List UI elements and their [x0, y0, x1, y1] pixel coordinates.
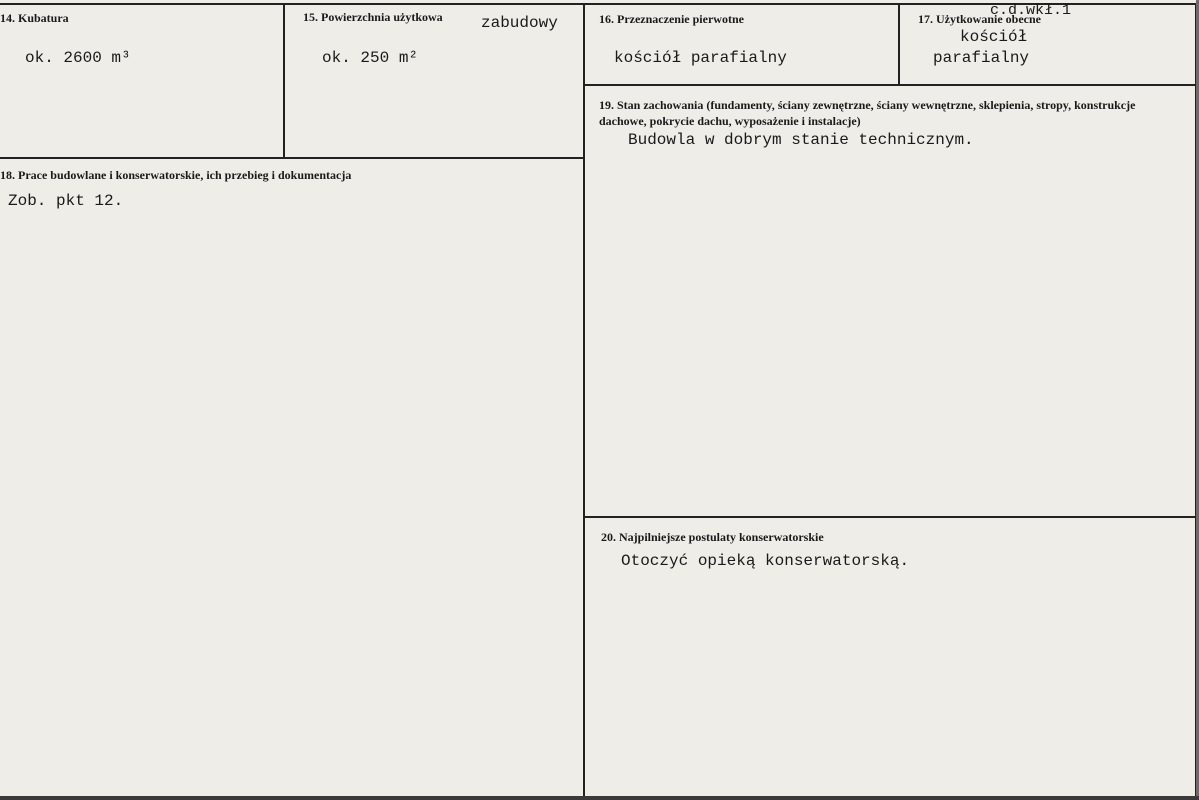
field-14-label: 14. Kubatura — [0, 11, 69, 25]
field-19-value: Budowla w dobrym stanie technicznym. — [628, 131, 974, 149]
field-18-label: 18. Prace budowlane i konserwatorskie, ich przebieg i dokumentacja — [0, 168, 352, 182]
field-16-label: 16. Przeznaczenie pierwotne — [599, 12, 744, 26]
divider-16-17 — [898, 3, 900, 85]
divider-row-16-19 — [583, 84, 1196, 86]
field-20-value: Otoczyć opieką konserwatorską. — [621, 552, 910, 570]
divider-15-16 — [583, 3, 585, 797]
field-17-label: 17. Użytkowanie obecne — [918, 12, 1041, 26]
field-17-value-line2: parafialny — [933, 49, 1030, 67]
show-through-text — [620, 310, 1180, 490]
field-15-note: zabudowy — [481, 14, 558, 32]
field-14-value: ok. 2600 m³ — [25, 49, 131, 67]
field-20-label: 20. Najpilniejsze postulaty konserwatorskie — [601, 530, 824, 544]
scan-bottom-edge — [0, 796, 1199, 800]
field-18-value: Zob. pkt 12. — [8, 192, 124, 210]
field-15-value: ok. 250 m² — [322, 49, 419, 67]
field-19-label: 19. Stan zachowania (fundamenty, ściany zewnętrzne, ściany wewnętrzne, sklepienia, stropy, konstrukcje dachowe, pokrycie dachu, wyposażenie i instalacje) — [599, 98, 1136, 128]
field-16-value: kościół parafialny — [614, 49, 787, 67]
field-15-label: 15. Powierzchnia użytkowa — [303, 10, 443, 24]
divider-row-19-20 — [583, 516, 1196, 518]
field-17-note: c.d.wkł.1 — [990, 2, 1072, 19]
divider-14-15 — [283, 3, 285, 158]
field-17-value-line1: kościół — [960, 28, 1028, 46]
divider-row-14-18 — [0, 157, 584, 159]
